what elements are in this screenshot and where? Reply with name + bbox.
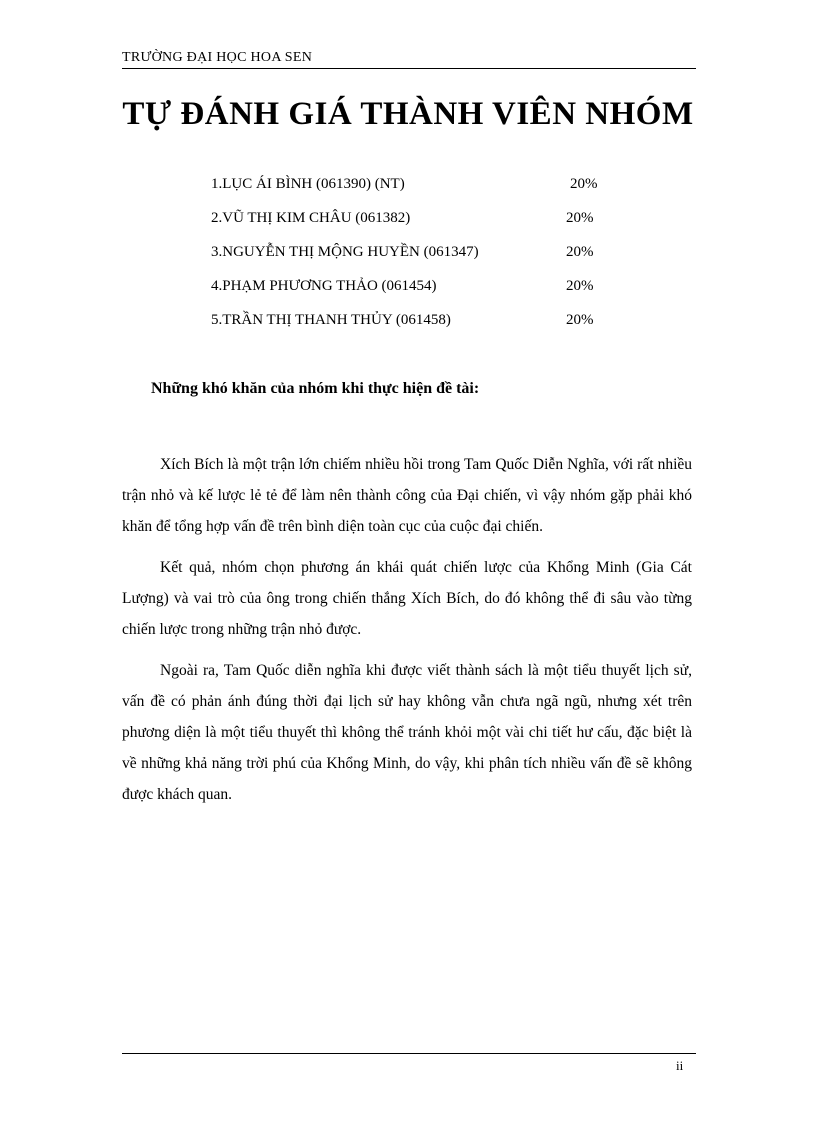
member-row bbox=[211, 309, 611, 343]
member-name: 2.VŨ THỊ KIM CHÂU (061382) bbox=[211, 210, 411, 226]
member-name: 3.NGUYỄN THỊ MỘNG HUYỀN (061347) bbox=[211, 244, 479, 260]
body-paragraph: Xích Bích là một trận lớn chiếm nhiều hồi trong Tam Quốc Diễn Nghĩa, với rất nhiều trận nhỏ và kế lược lẻ tẻ để làm nên thành công của Đại chiến, vì vậy nhóm gặp phải khó khăn để tổng hợp vấn đề trên bình diện toàn cục của cuộc đại chiến. bbox=[122, 456, 692, 535]
member-name: 1.LỤC ÁI BÌNH (061390) (NT) bbox=[211, 176, 405, 192]
page-header bbox=[122, 49, 696, 69]
body-paragraph: Ngoài ra, Tam Quốc diễn nghĩa khi được viết thành sách là một tiểu thuyết lịch sử, vấn đề có phản ánh đúng thời đại lịch sử hay không vẫn chưa ngã ngũ, nhưng xét trên phương diện là một tiểu thuyết thì không thể tránh khỏi một vài chi tiết hư cấu, đặc biệt là về những khả năng trời phú của Khổng Minh, do vậy, khi phân tích nhiều vấn đề sẽ không được khách quan. bbox=[122, 662, 692, 803]
member-name: 4.PHẠM PHƯƠNG THẢO (061454) bbox=[211, 278, 437, 294]
difficulties-heading: Những khó khăn của nhóm khi thực hiện đề tài: bbox=[151, 380, 480, 397]
member-percent: 20% bbox=[566, 244, 594, 260]
page-title: TỰ ĐÁNH GIÁ THÀNH VIÊN NHÓM bbox=[122, 96, 694, 132]
member-percent: 20% bbox=[570, 176, 598, 192]
body-paragraph: Kết quả, nhóm chọn phương án khái quát chiến lược của Khổng Minh (Gia Cát Lượng) và vai trò của ông trong chiến thắng Xích Bích, do đó không thể đi sâu vào từng chiến lược trong những trận nhỏ được. bbox=[122, 559, 692, 638]
member-row bbox=[211, 241, 611, 275]
member-list bbox=[211, 173, 611, 343]
page-number: ii bbox=[676, 1058, 684, 1073]
member-percent: 20% bbox=[566, 210, 594, 226]
difficulties-body bbox=[122, 449, 692, 820]
member-row bbox=[211, 275, 611, 309]
member-row bbox=[211, 207, 611, 241]
member-name: 5.TRẦN THỊ THANH THỦY (061458) bbox=[211, 312, 451, 328]
member-percent: 20% bbox=[566, 278, 594, 294]
footer-divider bbox=[122, 1053, 696, 1054]
member-row bbox=[211, 173, 611, 207]
member-percent: 20% bbox=[566, 312, 594, 328]
school-name: TRƯỜNG ĐẠI HỌC HOA SEN bbox=[122, 50, 313, 65]
